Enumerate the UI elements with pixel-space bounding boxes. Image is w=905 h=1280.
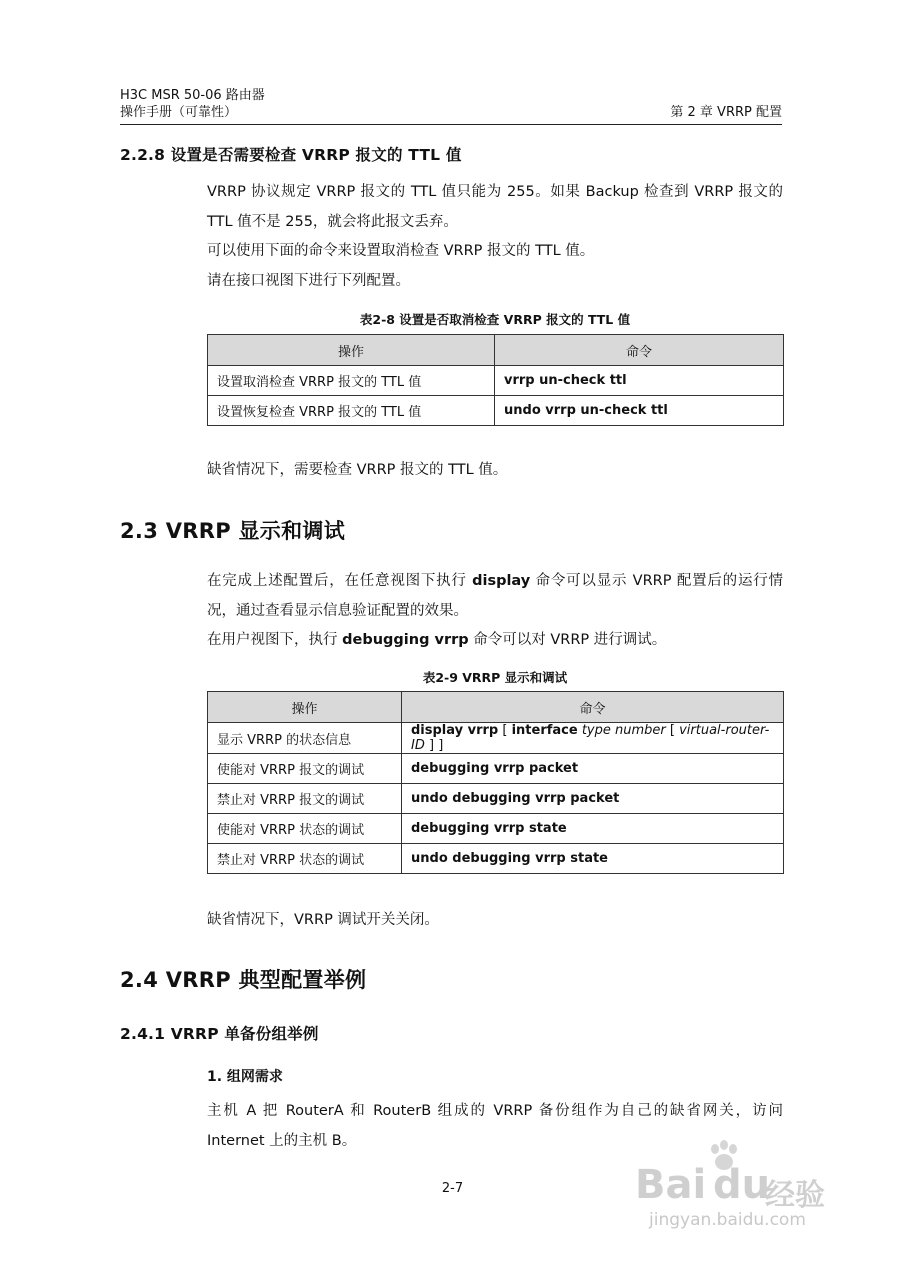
header-manual: 操作手册（可靠性） [120,105,238,120]
table-cell: 显示 VRRP 的状态信息 [208,723,402,754]
section-heading-2-4: 2.4 VRRP 典型配置举例 [120,968,367,992]
paragraph: 在完成上述配置后，在任意视图下执行 display 命令可以显示 VRRP 配置后的运行情况，通过查看显示信息验证配置的效果。 [207,573,784,619]
table-caption: 表2-8 设置是否取消检查 VRRP 报文的 TTL 值 [359,312,631,327]
table-cell: display vrrp [ interface type number [ virtual-router-ID ] ] [402,723,784,754]
paragraph: 可以使用下面的命令来设置取消检查 VRRP 报文的 TTL 值。 [207,243,595,259]
table-cell: 禁止对 VRRP 报文的调试 [208,784,402,814]
table-cell: debugging vrrp packet [402,754,784,784]
header-rule [120,124,782,125]
table-cell: 设置取消检查 VRRP 报文的 TTL 值 [208,366,495,396]
table-cell: 使能对 VRRP 状态的调试 [208,814,402,844]
paragraph: 缺省情况下，VRRP 调试开关关闭。 [207,912,439,928]
table-cell: undo debugging vrrp state [402,844,784,874]
watermark-jingyan: 经验 [765,1178,825,1213]
table-row [208,814,784,844]
table-cell: 使能对 VRRP 报文的调试 [208,754,402,784]
table-cell: vrrp un-check ttl [495,366,784,396]
table-row [208,366,784,396]
watermark-url: jingyan.baidu.com [649,1210,806,1230]
table-header: 命令 [402,692,784,723]
paragraph: 缺省情况下，需要检查 VRRP 报文的 TTL 值。 [207,462,508,478]
table-cell: 禁止对 VRRP 状态的调试 [208,844,402,874]
table-header: 操作 [208,335,495,366]
header-chapter: 第 2 章 VRRP 配置 [670,105,782,120]
page-number: 2-7 [441,1181,464,1196]
table-row [208,784,784,814]
item-heading: 1. 组网需求 [207,1069,283,1085]
table-row [208,723,784,754]
header-product: H3C MSR 50-06 路由器 [120,88,265,103]
paragraph: VRRP 协议规定 VRRP 报文的 TTL 值只能为 255。如果 Backup 检查到 VRRP 报文的 TTL 值不是 255，就会将此报文丢弃。 [207,184,783,230]
table-header: 命令 [495,335,784,366]
table-cell: 设置恢复检查 VRRP 报文的 TTL 值 [208,396,495,426]
table-ttl-check [207,334,784,426]
watermark-bai: Bai [635,1162,707,1208]
baidu-watermark [635,1140,845,1235]
paragraph: 请在接口视图下进行下列配置。 [207,273,410,289]
table-cell: undo debugging vrrp packet [402,784,784,814]
watermark-du: du [713,1162,771,1208]
table-vrrp-display-debug [207,691,784,874]
paragraph: 在用户视图下，执行 debugging vrrp 命令可以对 VRRP 进行调试。 [207,632,667,648]
table-row [208,844,784,874]
subsection-heading-2-4-1: 2.4.1 VRRP 单备份组举例 [120,1025,319,1043]
table-cell: debugging vrrp state [402,814,784,844]
table-row [208,754,784,784]
section-heading-2-3: 2.3 VRRP 显示和调试 [120,519,346,543]
table-cell: undo vrrp un-check ttl [495,396,784,426]
section-heading-2-2-8: 2.2.8 设置是否需要检查 VRRP 报文的 TTL 值 [120,146,462,164]
paragraph: 主机 A 把 RouterA 和 RouterB 组成的 VRRP 备份组作为自己的缺省网关，访问 Internet 上的主机 B。 [207,1103,783,1149]
table-row [208,396,784,426]
table-caption: 表2-9 VRRP 显示和调试 [422,670,568,685]
table-header: 操作 [208,692,402,723]
